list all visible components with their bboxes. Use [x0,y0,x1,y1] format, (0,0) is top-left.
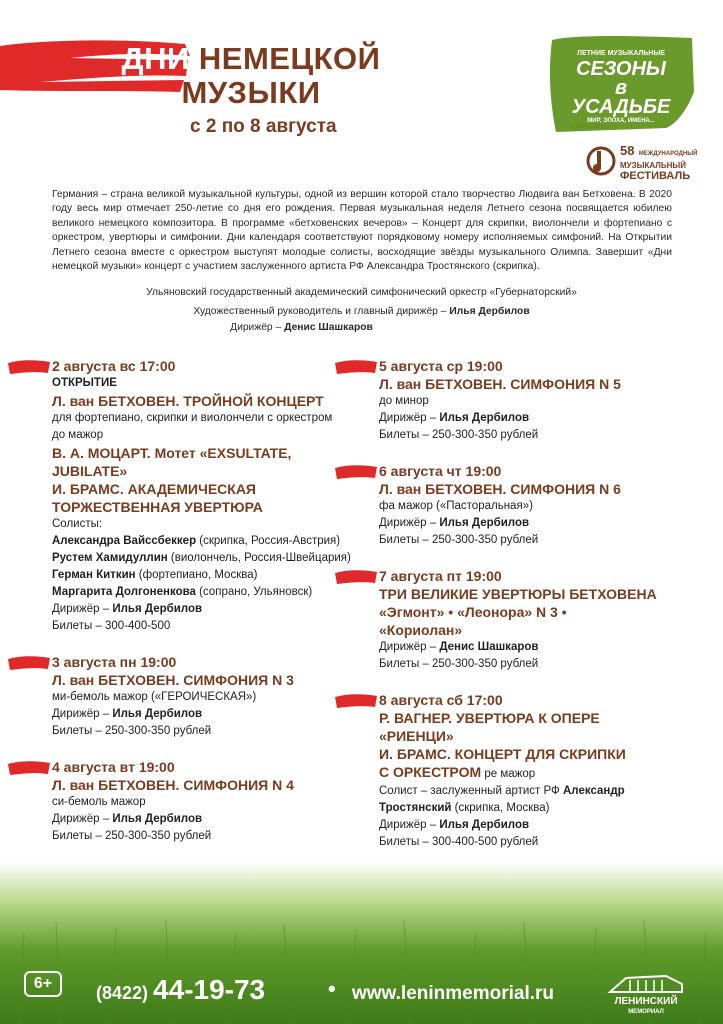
event-date: 3 августа пн 19:00 [52,654,177,670]
separator-dot: • [328,976,336,1001]
conductor-name: Илья Дербилов [112,603,203,615]
event-work: «РИЕНЦИ» [379,728,454,744]
events-left-column [52,357,352,863]
soloist-info: (скрипка, Москва) [451,802,550,814]
event-date: 2 августа вс 17:00 [52,358,176,374]
logo-main-line2: в УСАДЬБЕ [571,77,671,118]
logo-main-line1: СЕЗОНЫ [576,58,666,80]
date-brush-stroke [335,359,377,375]
festival-icon [586,146,616,176]
event-work: ТОРЖЕСТВЕННАЯ УВЕРТЮРА [52,499,263,515]
logo-top-text: ЛЕТНИЕ МУЗЫКАЛЬНЫЕ [577,50,665,57]
event-aug-7 [379,567,679,673]
conductor-name: Илья Дербилов [439,412,530,424]
event-work-key: ре мажор [481,768,536,780]
conductor-name: Денис Шашкаров [439,641,539,653]
event-date: 5 августа ср 19:00 [379,358,503,374]
date-brush-stroke [335,464,377,480]
conductor-label: Дирижёр – [379,641,440,653]
event-conductor [379,410,679,427]
soloist [52,550,352,567]
event-aug-3 [52,653,352,740]
page-title [96,42,406,110]
event-work-desc: для фортепиано, скрипки и виолончели с оркестром [52,412,333,424]
event-conductor [52,601,352,618]
events-right-column [379,357,679,869]
phone-number[interactable] [96,974,265,1006]
main-conductor [0,322,663,333]
conductor-label: Дирижёр – [230,322,285,333]
event-conductor [379,515,679,532]
date-brush-stroke [8,655,50,671]
event-tickets: Билеты – 250-300-350 рублей [379,658,539,670]
event-soloist [379,800,679,817]
title-line-2: МУЗЫКИ [181,75,321,110]
event-opening-label: ОТКРЫТИЕ [52,377,117,389]
memorial-building-icon [606,970,686,996]
orchestra-name: Ульяновский государственный академический симфонический оркестр «Губернаторский» [146,287,577,298]
website-link[interactable]: www.leninmemorial.ru [352,983,555,1004]
event-work: «Кориолан» [379,622,463,638]
event-work: Л. ван БЕТХОВЕН. СИМФОНИЯ N 4 [52,777,294,793]
event-work-line [379,763,679,783]
conductor-name: Илья Дербилов [112,813,203,825]
event-work: ТРИ ВЕЛИКИЕ УВЕРТЮРЫ БЕТХОВЕНА [379,586,657,602]
event-work: Л. ван БЕТХОВЕН. СИМФОНИЯ N 3 [52,672,294,688]
event-aug-5 [379,357,679,444]
date-brush-stroke [8,359,50,375]
event-tickets: Билеты – 300-400-500 [52,620,171,632]
event-work-key: си-бемоль мажор [52,796,146,808]
artistic-director [0,306,723,317]
conductor-label: Дирижёр – [379,412,440,424]
festival-line3: ФЕСТИВАЛЬ [620,170,691,182]
event-work: Л. ван БЕТХОВЕН. СИМФОНИЯ N 6 [379,481,621,497]
conductor-label: Дирижёр – [52,603,113,615]
event-work: И. БРАМС. АКАДЕМИЧЕСКАЯ [52,481,256,497]
event-conductor [379,639,679,656]
memorial-logo-text [598,996,694,1018]
event-conductor [52,811,352,828]
soloist-name: Тростянский [379,802,452,814]
date-brush-stroke [335,693,377,709]
event-aug-6 [379,462,679,549]
date-brush-stroke [335,569,377,585]
phone-main: 44-19-73 [153,974,266,1005]
conductor-name: Илья Дербилов [112,708,203,720]
soloist-name: Александра Вайссбеккер [52,535,197,547]
soloist-info: (скрипка, Россия-Австрия) [196,535,341,547]
soloist [52,567,352,584]
event-work: С ОРКЕСТРОМ [379,764,482,780]
logo-main-text [566,60,676,125]
logo-city: УЛЬЯНОВСК [570,124,608,130]
event-work-key: ми-бемоль мажор («ГЕРОИЧЕСКАЯ») [52,691,257,703]
event-date: 7 августа пт 19:00 [379,568,502,584]
soloist-info: (фортепиано, Москва) [135,569,258,581]
conductor-label: Дирижёр – [379,517,440,529]
festival-number: 58 [620,143,635,158]
event-aug-4 [52,758,352,845]
event-date: 6 августа чт 19:00 [379,463,502,479]
event-tickets: Билеты – 300-400-500 рублей [379,836,539,848]
event-date: 4 августа вт 19:00 [52,759,175,775]
title-word-1: ДНИ [121,41,190,76]
event-tickets: Билеты – 250-300-350 рублей [379,429,539,441]
event-tickets: Билеты – 250-300-350 рублей [52,725,212,737]
event-work: И. БРАМС. КОНЦЕРТ ДЛЯ СКРИПКИ [379,746,626,762]
event-work-key: фа мажор («Пасторальная») [379,500,533,512]
soloist-name: Рустем Хамидуллин [52,552,168,564]
conductor-label: Дирижёр – [52,708,113,720]
conductor-name: Илья Дербилов [439,819,530,831]
soloist-name: Герман Киткин [52,569,136,581]
event-date: 8 августа сб 17:00 [379,692,503,708]
event-work: «Эгмонт» • «Леонора» N 3 • [379,604,567,620]
event-aug-8 [379,691,679,851]
director-label: Художественный руководитель и главный дирижёр – [193,306,450,317]
event-tickets: Билеты – 250-300-350 рублей [52,830,212,842]
soloist [52,533,352,550]
festival-line2: МУЗЫКАЛЬНЫЙ [620,161,686,170]
soloist [52,584,352,601]
event-work: JUBILATE» [52,463,128,479]
phone-code: (8422) [96,983,149,1003]
festival-line1: МЕЖДУНАРОДНЫЙ [638,151,698,157]
event-conductor [52,706,352,723]
conductor-name: Илья Дербилов [439,517,530,529]
event-work: Л. ван БЕТХОВЕН. СИМФОНИЯ N 5 [379,376,621,392]
soloist-info: (сопрано, Ульяновск) [195,586,313,598]
event-work: Р. ВАГНЕР. УВЕРТЮРА К ОПЕРЕ [379,710,600,726]
event-aug-2 [52,357,352,635]
title-word-2: НЕМЕЦКОЙ [198,41,381,76]
festival-name [620,143,700,182]
event-dates: с 2 по 8 августа [190,116,337,137]
director-name: Илья Дербилов [449,306,530,317]
memorial-line1: ЛЕНИНСКИЙ [614,996,678,1007]
age-rating-badge: 6+ [24,971,62,997]
date-brush-stroke [8,760,50,776]
conductor-label: Дирижёр – [52,813,113,825]
intro-paragraph: Германия – страна великой музыкальной культуры, одной из вершин которой стало творчество Людвига ван Бетховена. В 2020 году весь мир отмечает 250-летие со дня его рождения. Первая музыкальная неделя Летнего сезона посвящается юбилею великого немецкого композитора. В программе «бетховенских вечеров» – Концерт для скрипки, виолончели и фортепиано с оркестром, увертюры и симфонии. Дни календаря соответствуют порядковому номеру исполняемых симфоний. На Открытии Летнего сезона вместе с оркестром выступят молодые солисты, восходящие звёзды музыкального Олимпа. Завершит «Дни немецкой музыки» концерт с участием заслуженного артиста РФ Александра Тростянского (скрипка). [52,189,672,273]
soloist-name: Александр [563,785,625,797]
soloist-info: (виолончель, Россия-Швейцария) [167,552,351,564]
soloist-name: Маргарита Долгоненкова [52,586,196,598]
event-work-key: до минор [379,395,429,407]
memorial-line2: МЕМОРИАЛ [628,1009,664,1015]
event-work: Л. ван БЕТХОВЕН. ТРОЙНОЙ КОНЦЕРТ [52,393,324,409]
conductor-name: Денис Шашкаров [284,322,373,333]
event-work-key: до мажор [52,429,104,441]
soloist-label: Солист – заслуженный артист РФ [379,785,563,797]
event-work: В. А. МОЦАРТ. Мотет «EXSULTATE, [52,445,292,461]
event-conductor [379,817,679,834]
event-soloist [379,783,679,800]
soloists-label: Солисты: [52,518,103,530]
event-tickets: Билеты – 250-300-350 рублей [379,534,539,546]
logo-tagline: МИР, ЭПОХА, ИМЕНА... [587,118,655,124]
conductor-label: Дирижёр – [379,819,440,831]
